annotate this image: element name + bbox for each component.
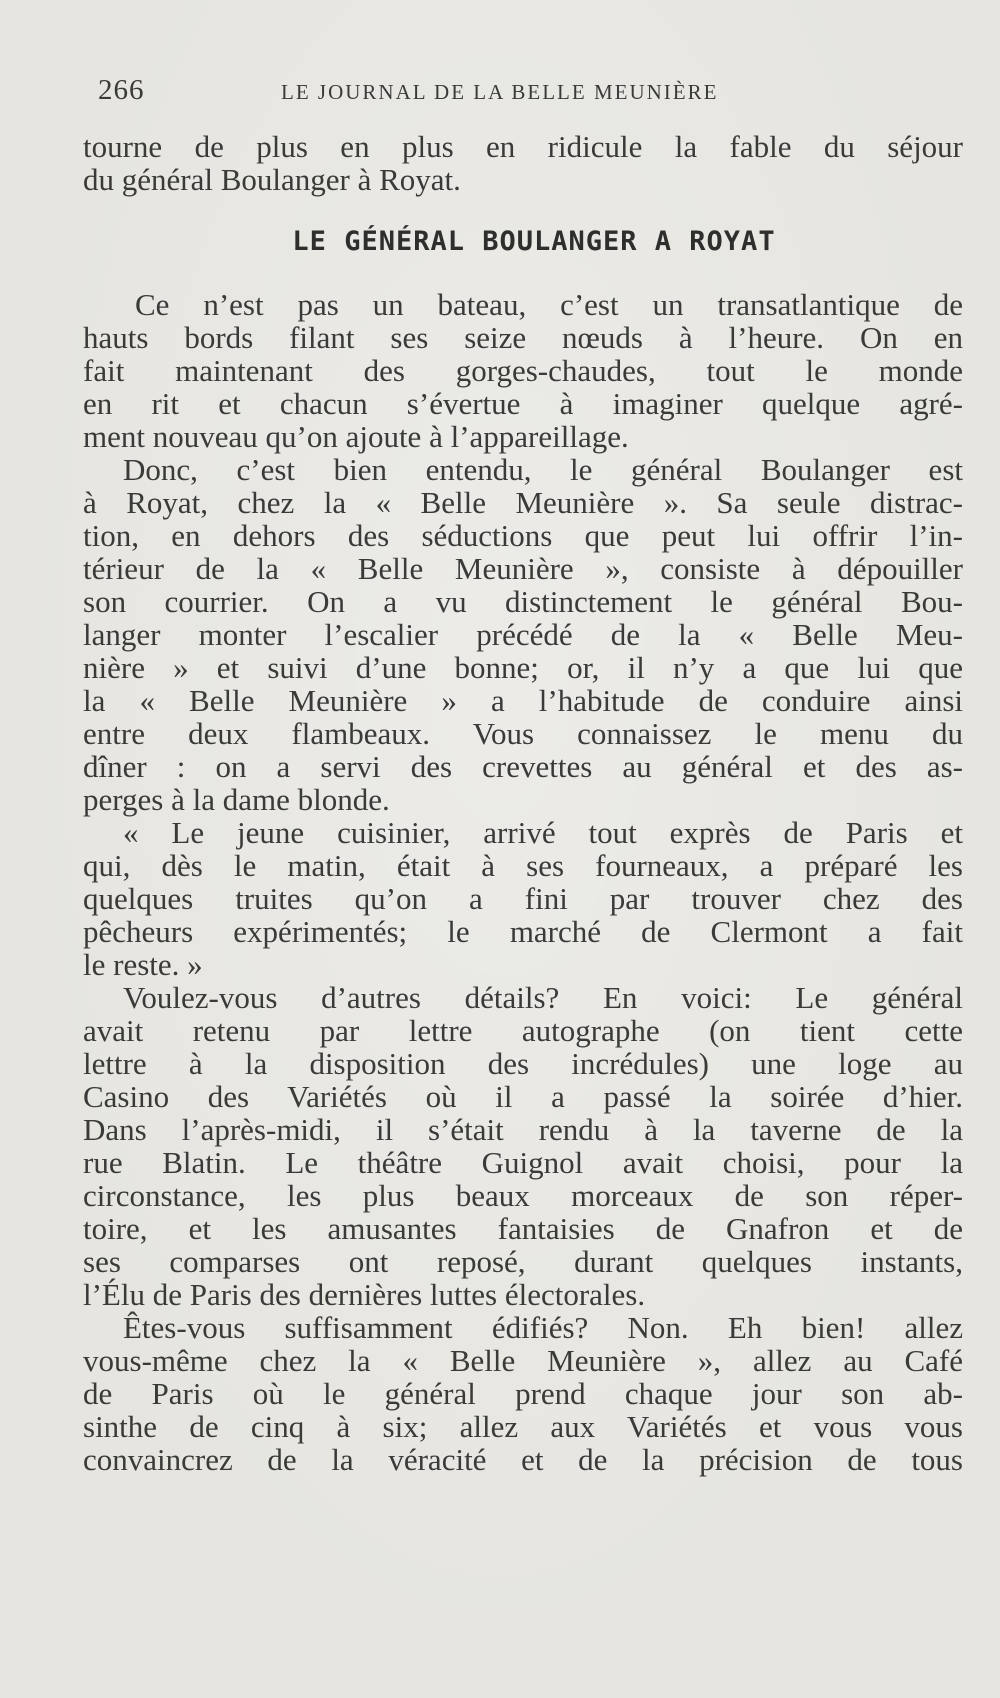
text-line: l’Élu de Paris des dernières luttes électorales. bbox=[83, 1277, 646, 1312]
text-line: le reste. » bbox=[83, 947, 203, 982]
paragraph bbox=[83, 453, 963, 816]
text-line: hauts bords filant ses seize nœuds à l’heure. On en bbox=[83, 320, 963, 355]
text-line: Ce n’est pas un bateau, c’est un transatlantique de bbox=[135, 287, 963, 322]
text-line: sinthe de cinq à six; allez aux Variétés et vous vous bbox=[83, 1409, 963, 1444]
text-line: la « Belle Meunière » a l’habitude de conduire ainsi bbox=[83, 683, 963, 718]
text-line: toire, et les amusantes fantaisies de Gnafron et de bbox=[83, 1211, 963, 1246]
text-line: entre deux flambeaux. Vous connaissez le menu du bbox=[83, 716, 963, 751]
text-line: tourne de plus en plus en ridicule la fable du séjour bbox=[83, 129, 963, 164]
text-line: de Paris où le général prend chaque jour son ab- bbox=[83, 1376, 963, 1411]
text-line: Casino des Variétés où il a passé la soirée d’hier. bbox=[83, 1079, 963, 1114]
running-title: LE JOURNAL DE LA BELLE MEUNIÈRE bbox=[281, 80, 719, 104]
paragraph bbox=[83, 981, 963, 1311]
paragraph bbox=[83, 288, 963, 453]
text-line: langer monter l’escalier précédé de la « Belle Meu- bbox=[83, 617, 963, 652]
text-line: quelques truites qu’on a fini par trouver chez des bbox=[83, 881, 963, 916]
text-line: rue Blatin. Le théâtre Guignol avait choisi, pour la bbox=[83, 1145, 963, 1180]
text-line: lettre à la disposition des incrédules) une loge au bbox=[83, 1046, 963, 1081]
section-heading: LE GÉNÉRAL BOULANGER A ROYAT bbox=[292, 226, 776, 257]
text-line: à Royat, chez la « Belle Meunière ». Sa seule distrac- bbox=[83, 485, 963, 520]
text-line: circonstance, les plus beaux morceaux de son réper- bbox=[83, 1178, 963, 1213]
text-line: son courrier. On a vu distinctement le général Bou- bbox=[83, 584, 963, 619]
text-line: térieur de la « Belle Meunière », consiste à dépouiller bbox=[83, 551, 963, 586]
text-line: Dans l’après-midi, il s’était rendu à la taverne de la bbox=[83, 1112, 963, 1147]
text-line: vous-même chez la « Belle Meunière », allez au Café bbox=[83, 1343, 963, 1378]
text-line: ment nouveau qu’on ajoute à l’appareillage. bbox=[83, 419, 629, 454]
text-line: Êtes-vous suffisamment édifiés? Non. Eh bien! allez bbox=[123, 1310, 963, 1345]
text-line: dîner : on a servi des crevettes au général et des as- bbox=[83, 749, 963, 784]
text-line: ses comparses ont reposé, durant quelques instants, bbox=[83, 1244, 963, 1279]
text-line: tion, en dehors des séductions que peut lui offrir l’in- bbox=[83, 518, 963, 553]
text-line: nière » et suivi d’une bonne; or, il n’y a que lui que bbox=[83, 650, 963, 685]
text-line: perges à la dame blonde. bbox=[83, 782, 390, 817]
text-line: convaincrez de la véracité et de la précision de tous bbox=[83, 1442, 963, 1477]
paragraph bbox=[83, 816, 963, 981]
text-line: pêcheurs expérimentés; le marché de Clermont a fait bbox=[83, 914, 963, 949]
paragraph bbox=[83, 1311, 963, 1476]
text-line: fait maintenant des gorges-chaudes, tout le monde bbox=[83, 353, 963, 388]
intro-paragraph bbox=[83, 130, 963, 196]
page-number: 266 bbox=[98, 74, 145, 106]
text-line: Donc, c’est bien entendu, le général Boulanger est bbox=[123, 452, 963, 487]
text-line: avait retenu par lettre autographe (on tient cette bbox=[83, 1013, 963, 1048]
text-block bbox=[83, 130, 963, 1476]
text-line: « Le jeune cuisinier, arrivé tout exprès de Paris et bbox=[123, 815, 963, 850]
running-head bbox=[98, 74, 898, 114]
text-line: qui, dès le matin, était à ses fourneaux, a préparé les bbox=[83, 848, 963, 883]
text-line: du général Boulanger à Royat. bbox=[83, 162, 461, 197]
text-line: Voulez-vous d’autres détails? En voici: Le général bbox=[123, 980, 963, 1015]
text-line: en rit et chacun s’évertue à imaginer quelque agré- bbox=[83, 386, 963, 421]
